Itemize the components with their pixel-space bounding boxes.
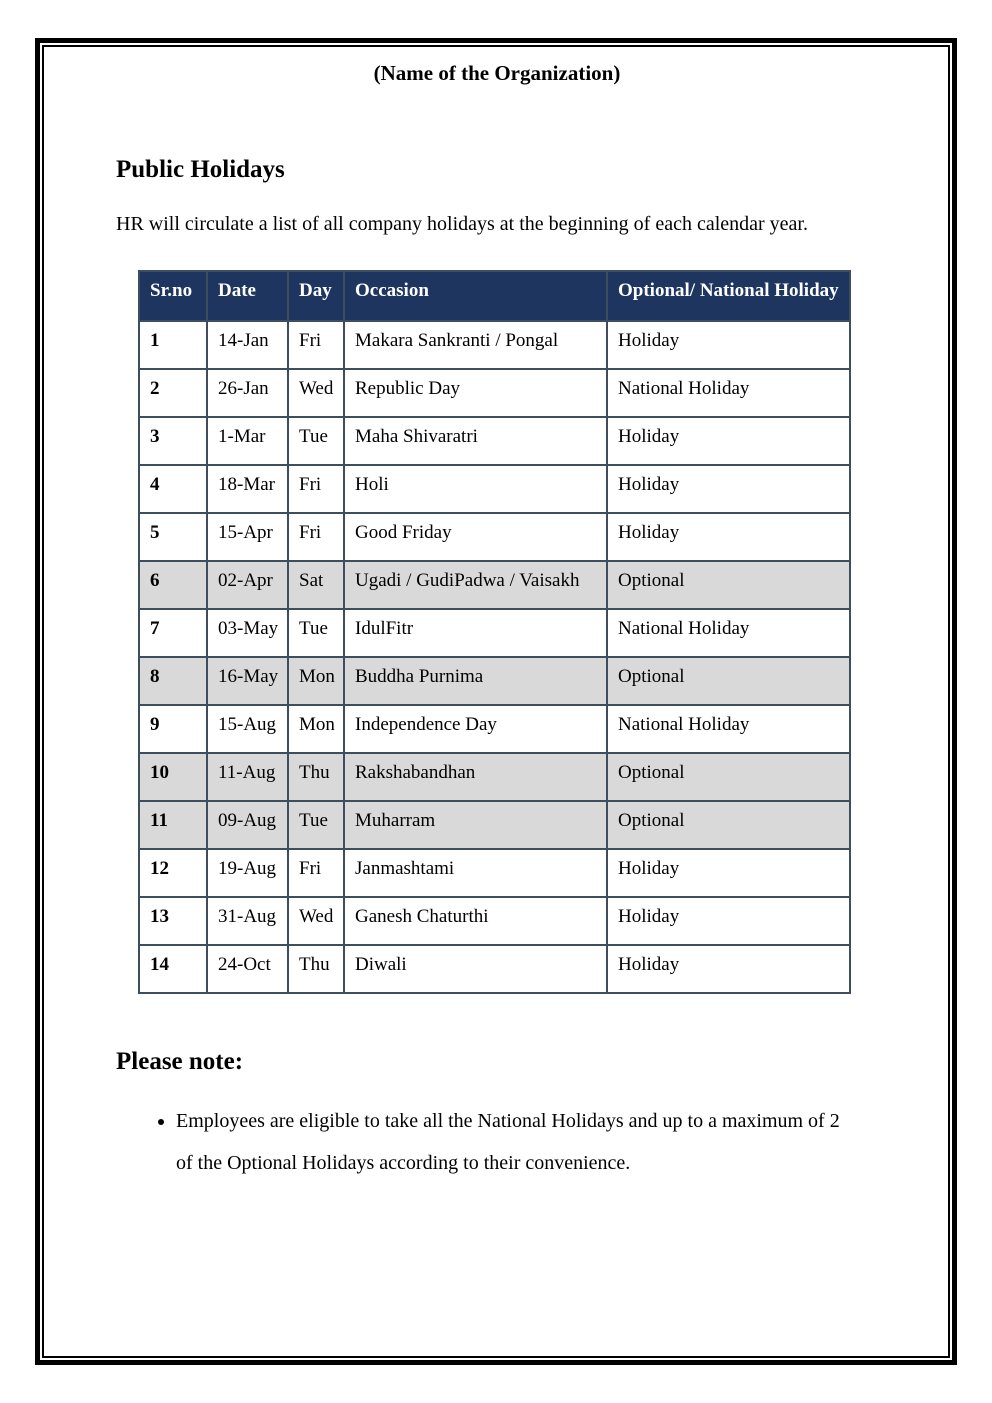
cell-srno: 14 — [139, 945, 207, 993]
cell-holiday-type: Holiday — [607, 897, 850, 945]
cell-srno: 5 — [139, 513, 207, 561]
section-heading-public-holidays: Public Holidays — [116, 156, 285, 183]
cell-srno: 3 — [139, 417, 207, 465]
cell-date: 15-Apr — [207, 513, 288, 561]
cell-occasion: Ugadi / GudiPadwa / Vaisakh — [344, 561, 607, 609]
cell-day: Fri — [288, 513, 344, 561]
cell-date: 02-Apr — [207, 561, 288, 609]
cell-occasion: Independence Day — [344, 705, 607, 753]
cell-occasion: Ganesh Chaturthi — [344, 897, 607, 945]
header-row — [139, 271, 850, 321]
cell-date: 15-Aug — [207, 705, 288, 753]
table-row — [139, 849, 850, 897]
table-row — [139, 609, 850, 657]
cell-occasion: IdulFitr — [344, 609, 607, 657]
note-list — [116, 1100, 908, 1184]
cell-holiday-type: National Holiday — [607, 369, 850, 417]
cell-day: Thu — [288, 753, 344, 801]
cell-date: 09-Aug — [207, 801, 288, 849]
cell-occasion: Makara Sankranti / Pongal — [344, 321, 607, 369]
column-header-occasion: Occasion — [344, 271, 607, 321]
cell-occasion: Maha Shivaratri — [344, 417, 607, 465]
cell-day: Mon — [288, 705, 344, 753]
table-row — [139, 417, 850, 465]
cell-day: Mon — [288, 657, 344, 705]
public-holidays-table — [138, 270, 851, 994]
cell-occasion: Diwali — [344, 945, 607, 993]
cell-date: 19-Aug — [207, 849, 288, 897]
cell-holiday-type: Holiday — [607, 417, 850, 465]
table-row — [139, 657, 850, 705]
cell-day: Fri — [288, 321, 344, 369]
table-row — [139, 945, 850, 993]
cell-date: 03-May — [207, 609, 288, 657]
column-header-day: Day — [288, 271, 344, 321]
cell-holiday-type: National Holiday — [607, 705, 850, 753]
cell-day: Wed — [288, 897, 344, 945]
table-row — [139, 513, 850, 561]
page-border-frame — [35, 38, 957, 1365]
cell-day: Thu — [288, 945, 344, 993]
cell-holiday-type: National Holiday — [607, 609, 850, 657]
cell-date: 16-May — [207, 657, 288, 705]
cell-holiday-type: Holiday — [607, 849, 850, 897]
cell-date: 1-Mar — [207, 417, 288, 465]
cell-srno: 12 — [139, 849, 207, 897]
cell-srno: 10 — [139, 753, 207, 801]
document-title: (Name of the Organization) — [373, 61, 621, 85]
holiday-table-header — [139, 271, 850, 321]
cell-holiday-type: Holiday — [607, 321, 850, 369]
table-row — [139, 369, 850, 417]
cell-holiday-type: Holiday — [607, 513, 850, 561]
page-content — [44, 47, 948, 1356]
cell-day: Tue — [288, 417, 344, 465]
cell-holiday-type: Optional — [607, 657, 850, 705]
cell-srno: 8 — [139, 657, 207, 705]
cell-day: Tue — [288, 609, 344, 657]
cell-srno: 13 — [139, 897, 207, 945]
cell-srno: 1 — [139, 321, 207, 369]
cell-holiday-type: Holiday — [607, 465, 850, 513]
cell-srno: 7 — [139, 609, 207, 657]
table-row — [139, 801, 850, 849]
cell-srno: 2 — [139, 369, 207, 417]
intro-paragraph: HR will circulate a list of all company holidays at the beginning of each calendar year. — [116, 213, 808, 235]
cell-day: Sat — [288, 561, 344, 609]
column-header-date: Date — [207, 271, 288, 321]
note-heading: Please note: — [116, 1048, 244, 1075]
cell-day: Wed — [288, 369, 344, 417]
table-row — [139, 753, 850, 801]
cell-srno: 11 — [139, 801, 207, 849]
cell-holiday-type: Optional — [607, 801, 850, 849]
table-row — [139, 465, 850, 513]
cell-occasion: Good Friday — [344, 513, 607, 561]
cell-srno: 6 — [139, 561, 207, 609]
table-row — [139, 705, 850, 753]
cell-date: 31-Aug — [207, 897, 288, 945]
column-header-type: Optional/ National Holiday — [607, 271, 850, 321]
cell-holiday-type: Holiday — [607, 945, 850, 993]
holiday-table-body — [139, 321, 850, 993]
cell-occasion: Republic Day — [344, 369, 607, 417]
column-header-srno: Sr.no — [139, 271, 207, 321]
table-row — [139, 561, 850, 609]
cell-day: Fri — [288, 849, 344, 897]
cell-srno: 9 — [139, 705, 207, 753]
table-row — [139, 321, 850, 369]
cell-day: Tue — [288, 801, 344, 849]
cell-date: 26-Jan — [207, 369, 288, 417]
table-row — [139, 897, 850, 945]
cell-occasion: Muharram — [344, 801, 607, 849]
cell-day: Fri — [288, 465, 344, 513]
cell-occasion: Janmashtami — [344, 849, 607, 897]
cell-occasion: Rakshabandhan — [344, 753, 607, 801]
cell-holiday-type: Optional — [607, 753, 850, 801]
cell-srno: 4 — [139, 465, 207, 513]
page-border-inner-line — [42, 45, 950, 1358]
cell-date: 18-Mar — [207, 465, 288, 513]
cell-date: 24-Oct — [207, 945, 288, 993]
cell-date: 11-Aug — [207, 753, 288, 801]
cell-occasion: Buddha Purnima — [344, 657, 607, 705]
cell-occasion: Holi — [344, 465, 607, 513]
note-bullet-item: • Employees are eligible to take all the National Holidays and up to a maximum of 2 of the Optional Holidays according to their convenience. — [176, 1100, 856, 1184]
cell-date: 14-Jan — [207, 321, 288, 369]
cell-holiday-type: Optional — [607, 561, 850, 609]
